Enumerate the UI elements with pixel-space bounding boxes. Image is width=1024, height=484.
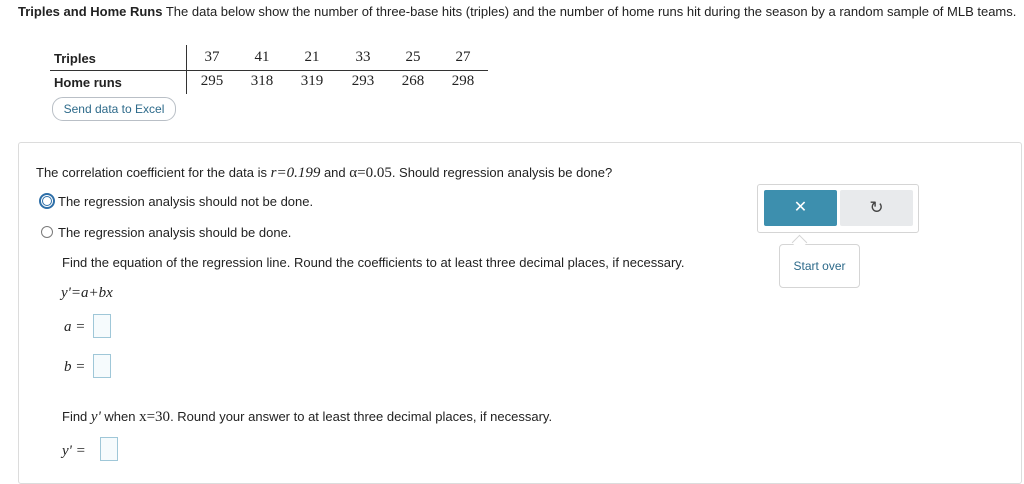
option-done-label[interactable]: The regression analysis should be done. — [58, 225, 292, 240]
correlation-question — [36, 165, 612, 182]
table-horizontal-divider — [50, 70, 488, 71]
regression-equation: y'=a+bx — [61, 285, 113, 301]
intro-title: Triples and Home Runs — [18, 4, 163, 19]
home-runs-value: 295 — [200, 73, 224, 89]
option-done-radio[interactable] — [41, 226, 53, 238]
undo-button[interactable] — [840, 190, 913, 226]
clear-button[interactable] — [764, 190, 837, 226]
q3-prefix: Find — [62, 409, 91, 424]
q1-mid: and — [320, 165, 350, 180]
intro-paragraph — [18, 4, 1018, 20]
home-runs-value: 293 — [351, 73, 375, 89]
r-expression: r=0.199 — [270, 165, 321, 181]
send-to-excel-button[interactable]: Send data to Excel — [52, 97, 176, 121]
alpha-expression: α=0.05 — [349, 165, 392, 181]
triples-value: 37 — [204, 49, 220, 65]
triples-row-label: Triples — [54, 51, 96, 66]
start-over-button[interactable]: Start over — [779, 244, 860, 288]
triples-value: 33 — [355, 49, 371, 65]
prediction-question — [62, 409, 552, 426]
a-label: a = — [64, 319, 86, 335]
redo-icon: ↻ — [869, 198, 884, 217]
close-icon: ✕ — [793, 199, 808, 216]
home-runs-value: 318 — [250, 73, 274, 89]
triples-value: 25 — [405, 49, 421, 65]
q1-prefix: The correlation coefficient for the data is — [36, 165, 271, 180]
y-prime-label: y' = — [62, 443, 86, 459]
triples-value: 27 — [455, 49, 471, 65]
regression-instruction: Find the equation of the regression line. Round the coefficients to at least three decimal places, if necessary. — [62, 255, 685, 270]
option-not-done-label[interactable]: The regression analysis should not be done. — [58, 194, 314, 209]
triples-value: 21 — [304, 49, 320, 65]
option-not-done-radio[interactable] — [39, 193, 55, 209]
q3-mid: when — [100, 409, 140, 424]
triples-value: 41 — [254, 49, 270, 65]
home-runs-row-label: Home runs — [54, 75, 122, 90]
home-runs-value: 298 — [451, 73, 475, 89]
x-expression: x=30 — [139, 409, 171, 425]
b-input[interactable] — [93, 354, 111, 378]
b-label: b = — [64, 359, 86, 375]
y-prime-expression: y' — [90, 409, 101, 425]
intro-text: The data below show the number of three-base hits (triples) and the number of home runs hit during the season by a random sample of MLB teams. — [162, 4, 1017, 19]
y-prime-input[interactable] — [100, 437, 118, 461]
home-runs-value: 268 — [401, 73, 425, 89]
a-input[interactable] — [93, 314, 111, 338]
q3-suffix: . Round your answer to at least three decimal places, if necessary. — [170, 409, 553, 424]
home-runs-value: 319 — [300, 73, 324, 89]
q1-suffix: . Should regression analysis be done? — [391, 165, 613, 180]
